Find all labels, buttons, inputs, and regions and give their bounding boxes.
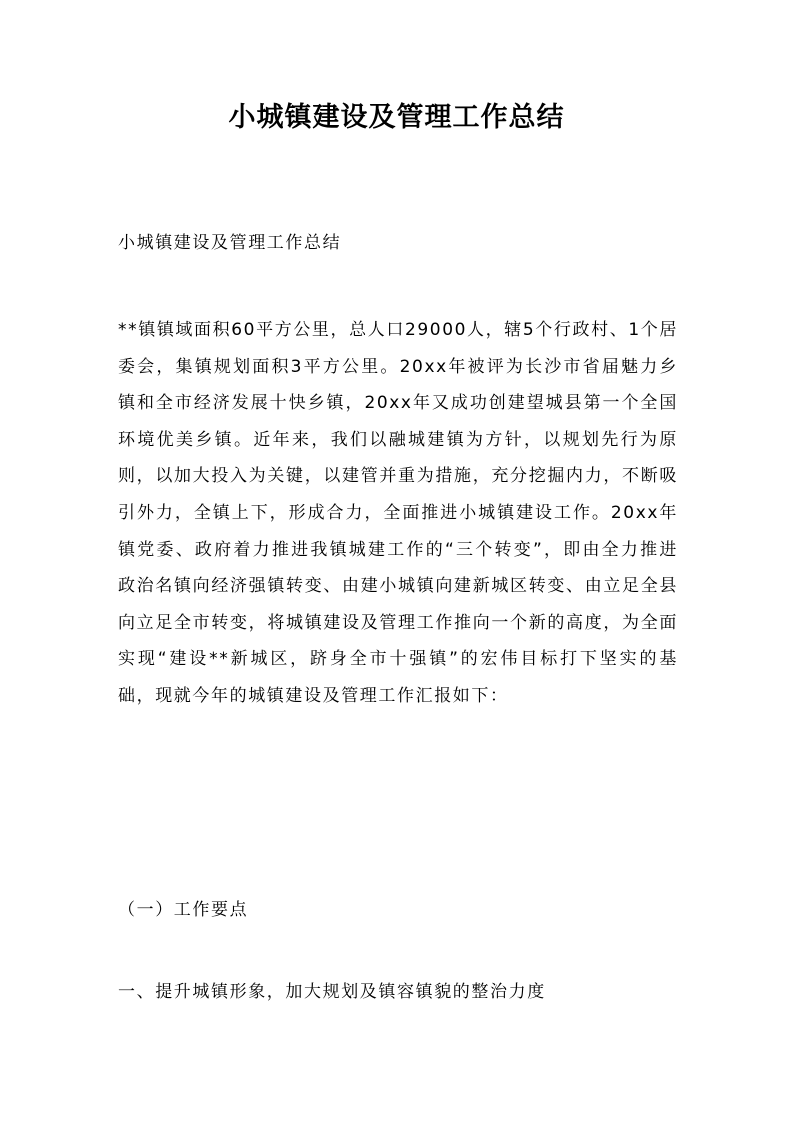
subsection-heading: 一、提升城镇形象，加大规划及镇容镇貌的整治力度	[118, 982, 546, 1002]
intro-paragraph: **镇镇域面积60平方公里，总人口29000人，辖5个行政村、1个居委会，集镇规划面积3平方公里。20xx年被评为长沙市省届魅力乡镇和全市经济发展十快乡镇，20xx年又成功创建望城县第一个全国环境优美乡镇。近年来，我们以融城建镇为方针，以规划先行为原则，以加大投入为关键，以建管并重为措施，充分挖掘内力，不断吸引外力，全镇上下，形成合力，全面推进小城镇建设工作。20xx年镇党委、政府着力推进我镇城建工作的“三个转变”，即由全力推进政治名镇向经济强镇转变、由建小城镇向建新城区转变、由立足全县向立足全市转变，将城镇建设及管理工作推向一个新的高度，为全面实现“建设**新城区，跻身全市十强镇”的宏伟目标打下坚实的基础，现就今年的城镇建设及管理工作汇报如下：	[118, 320, 678, 706]
document-subtitle: 小城镇建设及管理工作总结	[118, 233, 342, 253]
section-heading: （一）工作要点	[118, 900, 249, 920]
document-title: 小城镇建设及管理工作总结	[228, 102, 565, 133]
